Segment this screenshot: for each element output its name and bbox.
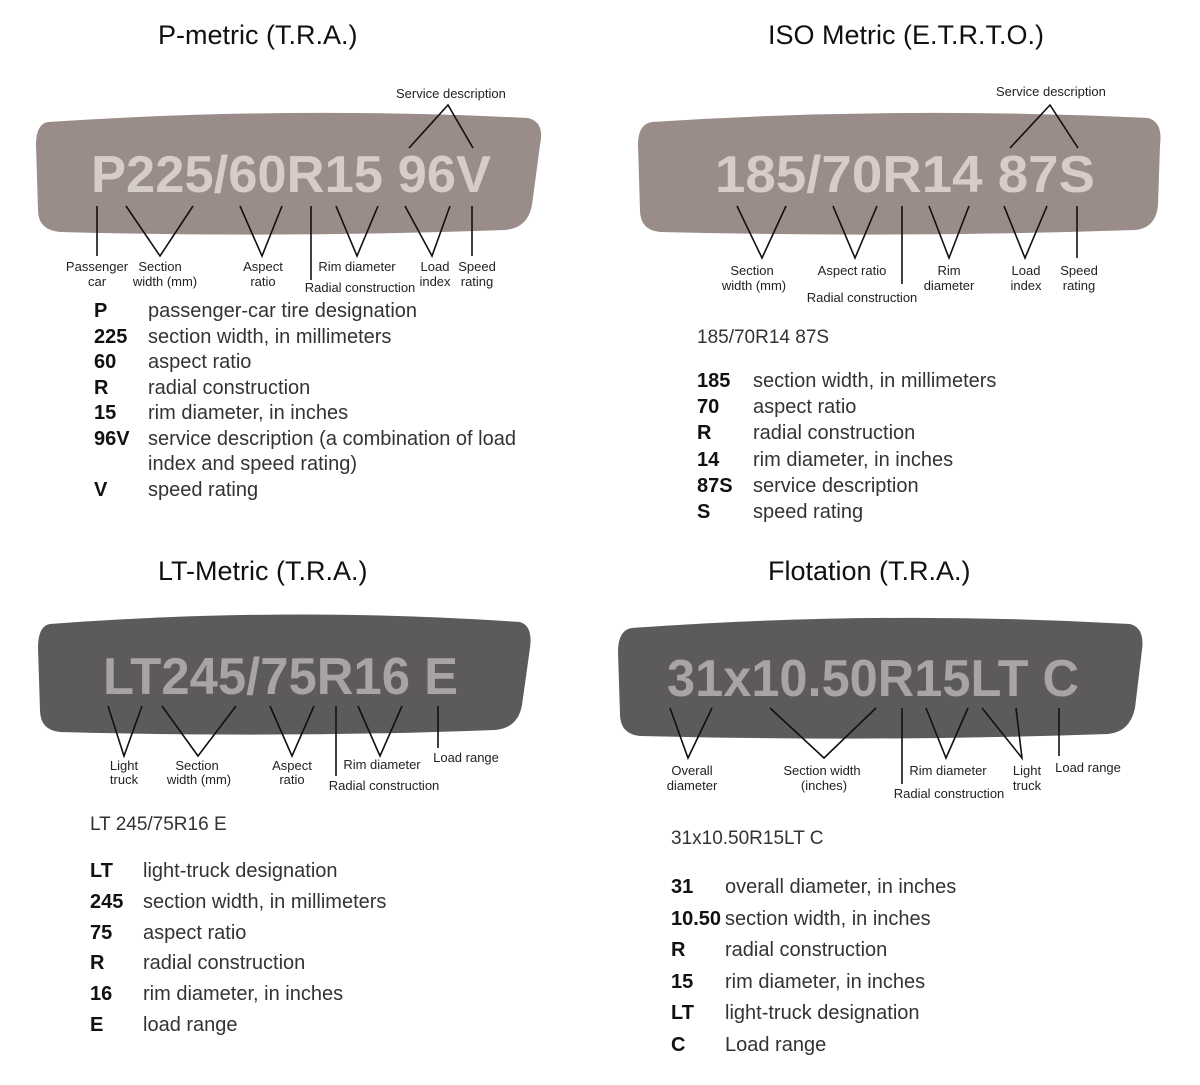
- tire-code-line-iso-metric: 185/70R14 87S: [697, 327, 830, 348]
- legend-row: [671, 872, 1091, 904]
- callout-speed-rating-iso-2: rating: [1062, 278, 1096, 293]
- legend-desc: overall diameter, in inches: [725, 876, 957, 898]
- callout-section-width: Section: [138, 259, 182, 274]
- legend-row: [94, 401, 544, 427]
- callout-section-width-lt: Section: [175, 758, 219, 773]
- callout-load-index-iso: Load: [1011, 263, 1041, 278]
- panel-title-flotation: Flotation (T.R.A.): [768, 556, 971, 586]
- legend-code: 10.50: [671, 907, 722, 930]
- legend-desc: service description: [753, 474, 919, 497]
- legend-code: V: [94, 478, 108, 501]
- callout-aspect-ratio: Aspect: [243, 259, 283, 274]
- callout-rim-diameter-iso-2: diameter: [923, 278, 975, 293]
- legend-row: [90, 979, 510, 1010]
- callout-rim-diameter-iso: Rim: [937, 263, 961, 278]
- callout-section-width-flotation: Section width: [783, 763, 861, 778]
- callout-load-range-flotation: Load range: [1055, 760, 1121, 775]
- callout-speed-rating-2: rating: [460, 274, 494, 289]
- tire-size-text-iso-metric: 185/70R14 87S: [715, 146, 1095, 204]
- callout-radial-construction-iso: Radial construction: [806, 290, 918, 305]
- legend-row: [94, 478, 544, 504]
- legend-desc: radial construction: [753, 422, 916, 445]
- callout-rim-diameter: Rim diameter: [318, 259, 396, 274]
- callout-light-truck-flotation-2: truck: [1012, 778, 1042, 793]
- legend-desc: rim diameter, in inches: [753, 448, 954, 471]
- callout-radial-construction-lt: Radial construction: [328, 778, 440, 793]
- legend-code: 16: [90, 983, 113, 1006]
- legend-desc: radial construction: [725, 939, 888, 962]
- legend-desc: light-truck designation: [143, 860, 338, 882]
- legend-code: 31: [671, 876, 694, 898]
- legend-code: 14: [697, 448, 720, 471]
- legend-code: 15: [671, 970, 694, 993]
- callout-aspect-ratio-2: ratio: [250, 274, 276, 289]
- legend-code: 15: [94, 402, 117, 424]
- tire-code-line-flotation: 31x10.50R15LT C: [671, 828, 824, 849]
- legend-code: LT: [90, 860, 113, 882]
- callout-section-width-iso: Section: [730, 263, 774, 278]
- legend-code: R: [94, 376, 109, 399]
- legend-desc: Load range: [725, 1033, 827, 1056]
- legend-row: [697, 394, 1177, 420]
- legend-desc: radial construction: [148, 376, 311, 399]
- legend-row: [697, 447, 1177, 473]
- callout-section-width-iso-2: width (mm): [721, 278, 787, 293]
- legend-desc: rim diameter, in inches: [148, 402, 349, 424]
- callout-section-width-lt-2: width (mm): [166, 772, 232, 787]
- callout-rim-diameter-lt: Rim diameter: [343, 757, 421, 772]
- legend-row: [94, 427, 544, 478]
- legend-lt-metric: [90, 856, 510, 1041]
- callout-overall-diameter: Overall: [671, 763, 713, 778]
- legend-code: E: [90, 1013, 104, 1036]
- callout-section-width-flotation-2: (inches): [800, 778, 848, 793]
- legend-row: [697, 420, 1177, 446]
- legend-code: 96V: [94, 427, 130, 450]
- legend-code: 60: [94, 351, 117, 373]
- callout-radial-construction: Radial construction: [304, 280, 416, 295]
- legend-row: [94, 376, 544, 402]
- legend-row: [94, 325, 544, 351]
- legend-desc: load range: [143, 1013, 238, 1036]
- callout-load-index: Load: [420, 259, 450, 274]
- legend-row: [697, 473, 1177, 499]
- legend-row: [671, 904, 1091, 936]
- callout-aspect-ratio-lt: Aspect: [272, 758, 312, 773]
- tire-size-text-lt-metric: LT245/75R16 E: [103, 648, 458, 706]
- legend-code: 225: [94, 325, 128, 348]
- legend-code: R: [671, 939, 686, 962]
- legend-code: R: [697, 422, 712, 445]
- legend-row: [671, 998, 1091, 1030]
- legend-desc: passenger-car tire designation: [148, 300, 418, 322]
- callout-service-description-iso: Service description: [996, 84, 1106, 99]
- legend-code: R: [90, 952, 105, 975]
- callout-light-truck-lt: Light: [109, 758, 139, 773]
- legend-desc: aspect ratio: [143, 921, 247, 944]
- legend-desc: section width, in millimeters: [148, 325, 392, 348]
- legend-desc: service description (a combination of load index and speed rating): [148, 427, 516, 475]
- callout-overall-diameter-2: diameter: [666, 778, 718, 793]
- legend-row: [671, 935, 1091, 967]
- legend-row: [94, 350, 544, 376]
- panel-title-lt-metric: LT-Metric (T.R.A.): [158, 556, 368, 586]
- legend-flotation: [671, 872, 1091, 1062]
- callout-rim-diameter-flotation: Rim diameter: [909, 763, 987, 778]
- legend-desc: rim diameter, in inches: [143, 983, 344, 1006]
- legend-desc: section width, in inches: [725, 907, 931, 930]
- legend-desc: radial construction: [143, 952, 306, 975]
- legend-row: [94, 299, 544, 325]
- legend-desc: section width, in millimeters: [143, 890, 387, 913]
- callout-passenger-car: Passenger: [65, 259, 129, 274]
- legend-desc: aspect ratio: [753, 396, 857, 419]
- tire-code-line-lt-metric: LT 245/75R16 E: [90, 814, 227, 835]
- tire-size-text-flotation: 31x10.50R15LT C: [667, 650, 1079, 708]
- legend-code: S: [697, 501, 711, 524]
- callout-aspect-ratio-iso: Aspect ratio: [817, 263, 887, 278]
- legend-row: [671, 1030, 1091, 1062]
- callout-radial-construction-flotation: Radial construction: [893, 786, 1005, 801]
- legend-iso-metric: [697, 368, 1177, 525]
- legend-p-metric: [94, 299, 544, 503]
- callout-load-range-lt: Load range: [433, 750, 499, 765]
- legend-desc: light-truck designation: [725, 1002, 920, 1025]
- legend-row: [90, 948, 510, 979]
- tire-size-text-p-metric: P225/60R15 96V: [91, 146, 492, 204]
- legend-row: [697, 499, 1177, 525]
- panel-title-p-metric: P-metric (T.R.A.): [158, 20, 358, 50]
- callout-light-truck-lt-2: truck: [109, 772, 139, 787]
- legend-code: 70: [697, 396, 720, 419]
- legend-row: [90, 918, 510, 949]
- legend-row: [90, 856, 510, 887]
- legend-desc: speed rating: [148, 478, 259, 501]
- legend-desc: rim diameter, in inches: [725, 970, 926, 993]
- legend-row: [671, 967, 1091, 999]
- legend-row: [697, 368, 1177, 394]
- legend-code: 75: [90, 921, 113, 944]
- legend-desc: aspect ratio: [148, 351, 252, 373]
- panel-title-iso-metric: ISO Metric (E.T.R.T.O.): [768, 20, 1045, 50]
- callout-aspect-ratio-lt-2: ratio: [279, 772, 305, 787]
- callout-service-description: Service description: [396, 86, 506, 101]
- legend-code: LT: [671, 1002, 694, 1025]
- callout-load-index-iso-2: index: [1010, 278, 1042, 293]
- callout-light-truck-flotation: Light: [1012, 763, 1042, 778]
- legend-code: 245: [90, 890, 124, 913]
- callout-passenger-car-2: car: [87, 274, 107, 289]
- callout-speed-rating-iso: Speed: [1060, 263, 1098, 278]
- legend-code: P: [94, 300, 108, 322]
- legend-code: 185: [697, 370, 731, 392]
- callout-section-width-2: width (mm): [132, 274, 198, 289]
- legend-row: [90, 1010, 510, 1041]
- callout-load-index-2: index: [419, 274, 451, 289]
- legend-desc: section width, in millimeters: [753, 370, 997, 392]
- legend-desc: speed rating: [753, 501, 864, 524]
- callout-speed-rating: Speed: [458, 259, 496, 274]
- legend-code: 87S: [697, 474, 733, 497]
- legend-row: [90, 887, 510, 918]
- legend-code: C: [671, 1033, 686, 1056]
